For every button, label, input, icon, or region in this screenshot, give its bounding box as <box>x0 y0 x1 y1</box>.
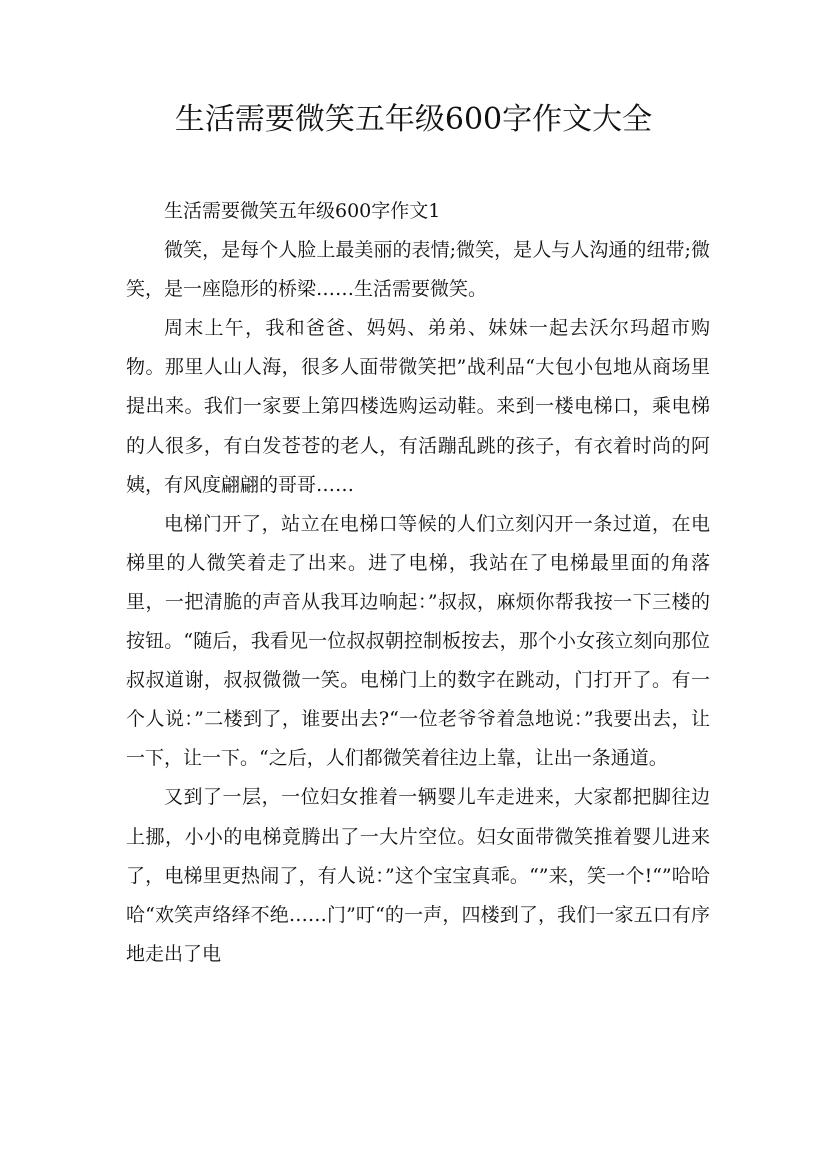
paragraph: 微笑，是每个人脸上最美丽的表情;微笑，是人与人沟通的纽带;微笑，是一座隐形的桥梁……生活需要微笑。 <box>126 239 710 301</box>
document-title: 生活需要微笑五年级600字作文大全 <box>174 102 653 137</box>
paragraph: 周末上午，我和爸爸、妈妈、弟弟、妹妹一起去沃尔玛超市购物。那里人山人海，很多人面带微笑把”战利品“大包小包地从商场里提出来。我们一家要上第四楼选购运动鞋。来到一楼电梯口，乘电梯的人很多，有白发苍苍的老人，有活蹦乱跳的孩子，有衣着时尚的阿姨，有风度翩翩的哥哥…… <box>126 317 710 496</box>
paragraph: 电梯门开了，站立在电梯口等候的人们立刻闪开一条过道，在电梯里的人微笑着走了出来。进了电梯，我站在了电梯最里面的角落里，一把清脆的声音从我耳边响起：”叔叔，麻烦你帮我按一下三楼的按钮。“随后，我看见一位叔叔朝控制板按去，那个小女孩立刻向那位叔叔道谢，叔叔微微一笑。电梯门上的数字在跳动，门打开了。有一个人说：”二楼到了，谁要出去?“一位老爷爷着急地说：”我要出去，让一下，让一下。“之后，人们都微笑着往边上靠，让出一条通道。 <box>126 512 710 770</box>
paragraph-subtitle: 生活需要微笑五年级600字作文1 <box>164 200 441 222</box>
paragraph: 又到了一层，一位妇女推着一辆婴儿车走进来，大家都把脚往边上挪，小小的电梯竟腾出了一大片空位。妇女面带微笑推着婴儿进来了，电梯里更热闹了，有人说：”这个宝宝真乖。“”来，笑一个!“”哈哈哈“欢笑声络绎不绝……门”叮“的一声，四楼到了，我们一家五口有序地走出了电 <box>126 786 710 965</box>
document-body <box>126 192 710 974</box>
